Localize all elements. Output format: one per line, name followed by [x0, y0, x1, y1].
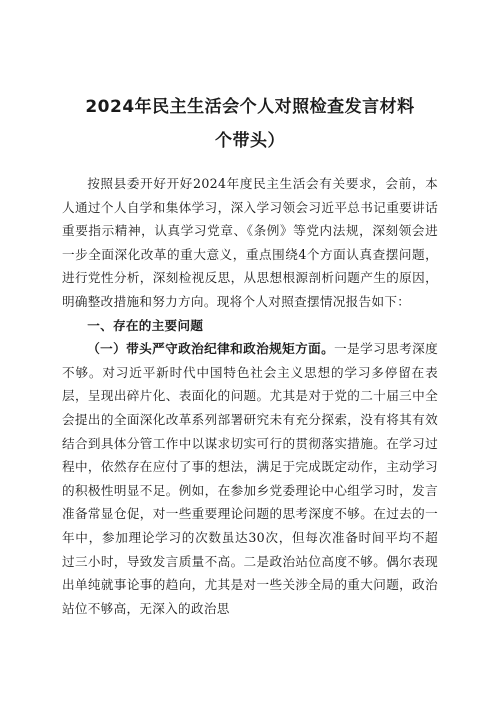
- title-line-1: 2024年民主生活会个人对照检查发言材料: [85, 97, 415, 117]
- title-line-2: 个带头）: [215, 131, 285, 151]
- section-heading-1: 一、存在的主要问题: [87, 317, 204, 333]
- document-title: [0, 90, 500, 158]
- document-body: [62, 172, 438, 620]
- subsection-paragraph-1: [62, 337, 438, 620]
- subsection-heading-1: （一）带头严守政治纪律和政治规矩方面。: [87, 341, 335, 357]
- subsection-text-1: 一是学习思考深度不够。对习近平新时代中国特色社会主义思想的学习多停留在表层，呈现出碎片化、表面化的问题。尤其是对于党的二十届三中全会提出的全面深化改革系列部署研究未有充分探索，没有将其有效结合到具体分管工作中以谋求切实可行的贯彻落实措施。在学习过程中，依然存在应付了事的想法，满足于完成既定动作，主动学习的积极性明显不足。例如，在参加乡党委理论中心组学习时，发言准备常显仓促，对一些重要理论问题的思考深度不够。在过去的一年中，参加理论学习的次数虽达30次，但每次准备时间平均不超过三小时，导致发言质量不高。二是政治站位高度不够。偶尔表现出单纯就事论事的趋向，尤其是对一些关涉全局的重大问题，政治站位不够高，无深入的政治思: [62, 341, 438, 616]
- intro-paragraph: 按照县委开好开好2024年度民主生活会有关要求，会前，本人通过个人自学和集体学习，深入学习领会习近平总书记重要讲话重要指示精神，认真学习党章、《条例》等党内法规，深刻领会进一步全面深化改革的重大意义，重点围绕4个方面认真查摆问题，进行党性分析，深刻检视反思，从思想根源剖析问题产生的原因，明确整改措施和努力方向。现将个人对照查摆情况报告如下：: [62, 176, 438, 309]
